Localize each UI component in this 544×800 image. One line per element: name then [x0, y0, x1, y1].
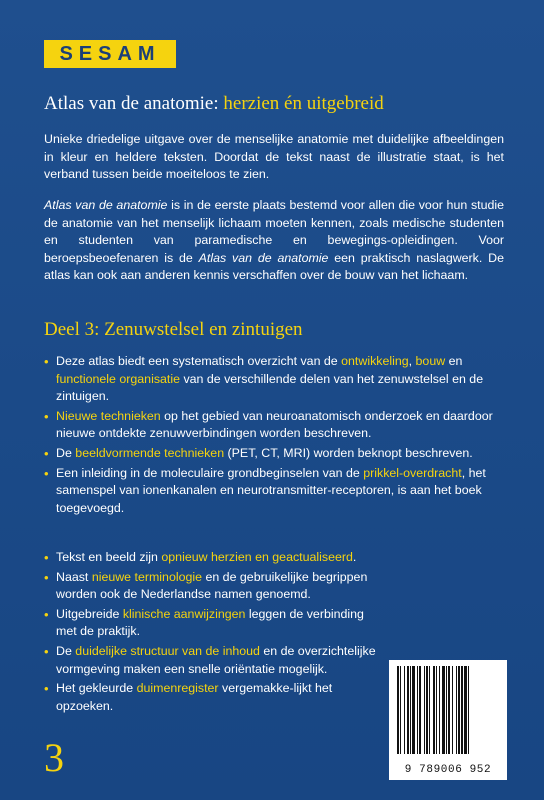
- list-item: • Naast nieuwe terminologie en de gebruikelijke begrippen worden ook de Nederlandse namen genoemd.: [44, 569, 368, 602]
- headline-highlight: herzien én uitgebreid: [223, 93, 384, 114]
- list-item: • Nieuwe technieken op het gebied van neuroanatomisch onderzoek en daardoor nieuwe ontdekte zenuwverbindingen worden beschreven.: [44, 408, 493, 441]
- list-item: • Tekst en beeld zijn opnieuw herzien en geactualiseerd.: [44, 550, 357, 565]
- book-title-italic: Atlas van de anatomie: [44, 198, 168, 212]
- headline-main: Atlas van de anatomie:: [44, 93, 224, 114]
- bullet-icon: •: [44, 465, 49, 481]
- bullet-icon: •: [44, 643, 49, 659]
- bullet-icon: •: [44, 681, 49, 697]
- bullet-icon: •: [44, 606, 49, 622]
- list-item: • Deze atlas biedt een systematisch overzicht van de ontwikkeling, bouw en functionele organisatie van de verschillende delen van het zenuwstelsel en de zintuigen.: [44, 354, 484, 404]
- book-title-italic: Atlas van de anatomie: [198, 250, 329, 265]
- feature-list-edition: [44, 549, 384, 717]
- sesam-logo: SESAM: [44, 40, 176, 68]
- bullet-icon: •: [44, 569, 49, 585]
- list-item: • Het gekleurde duimenregister vergemakke-lijkt het opzoeken.: [44, 681, 333, 713]
- bullet-icon: •: [44, 550, 49, 565]
- feature-list-content: [44, 353, 500, 519]
- intro-paragraph: Unieke driedelige uitgave over de menselijke anatomie met duidelijke afbeeldingen in kleur en heldere teksten. Doordat de tekst naast de illustratie staat, is het verband tussen beide moeiteloos te zien.: [44, 132, 504, 182]
- list-item: • Uitgebreide klinische aanwijzingen leggen de verbinding met de praktijk.: [44, 606, 364, 639]
- bullet-icon: •: [44, 408, 49, 424]
- isbn-number: 9 789006 952: [404, 764, 492, 776]
- list-item: • De beeldvormende technieken (PET, CT, MRI) worden beknopt beschreven.: [44, 445, 473, 461]
- list-item: • Een inleiding in de moleculaire grondbeginselen van de prikkel-overdracht, het samenspel van ionenkanalen en neurotransmitter-receptoren, is aan het boek toegevoegd.: [44, 465, 486, 515]
- audience-paragraph: Atlas van de anatomie is in de eerste plaats bestemd voor allen die voor hun studie de anatomie van het menselijk lichaam moeten kennen, zoals medische studenten en studenten van paramedische en bewegings-opleidingen. Voor beroepsbeoefenaren is de Atlas van de anatomie een praktisch naslagwerk. De atlas kan ook aan anderen kennis verschaffen over de bouw van het lichaam.: [44, 198, 505, 283]
- headline: [44, 92, 504, 116]
- volume-number: 3: [44, 735, 64, 780]
- bullet-icon: •: [44, 445, 49, 461]
- volume-title: Deel 3: Zenuwstelsel en zintuigen: [44, 319, 303, 340]
- list-item: • De duidelijke structuur van de inhoud en de overzichtelijke vormgeving maken een snelle oriëntatie mogelijk.: [44, 643, 376, 676]
- barcode: [389, 660, 507, 780]
- bullet-icon: •: [44, 354, 49, 369]
- barcode-icon: [395, 666, 501, 756]
